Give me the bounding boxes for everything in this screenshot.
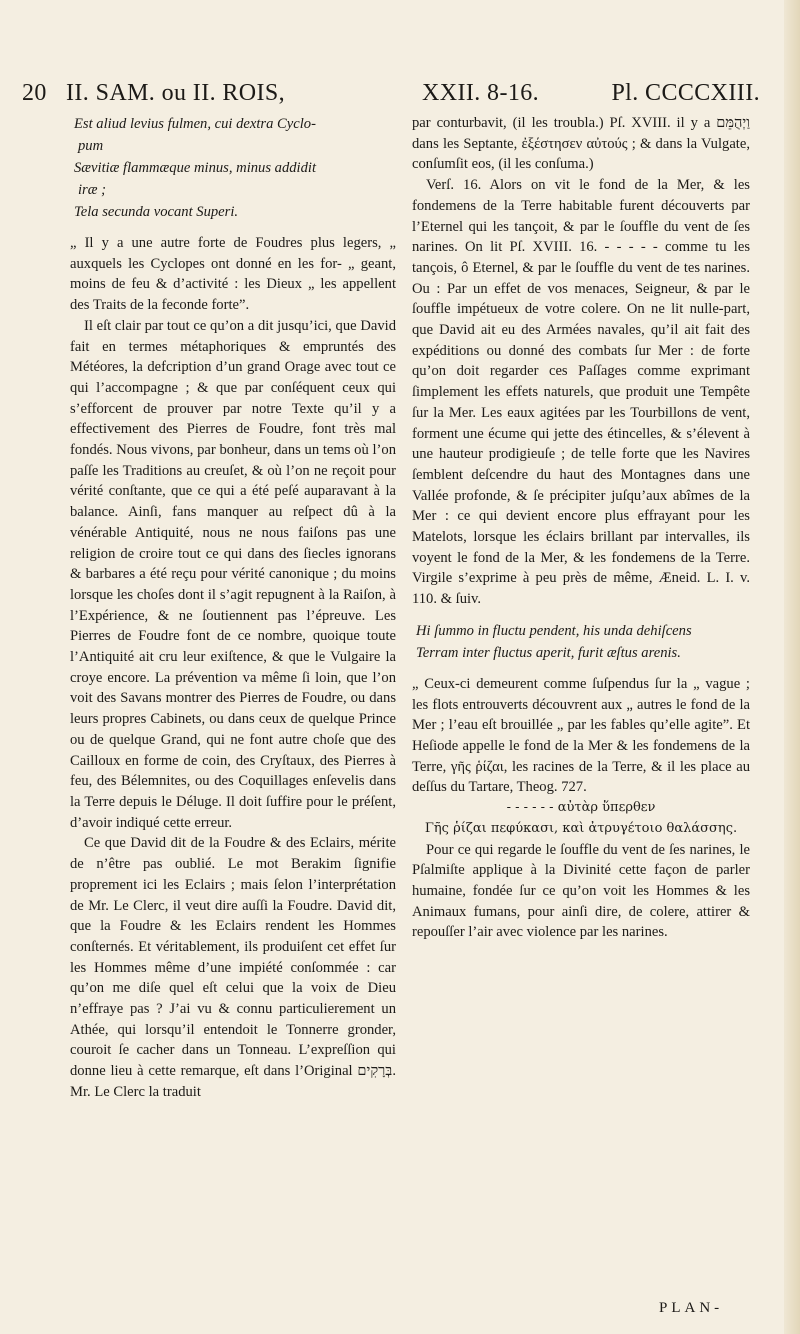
greek-quote-line: - - - - - - αὐτὰρ ὕπερθεν bbox=[506, 800, 656, 816]
plate-number: Pl. CCCCXIII. bbox=[611, 80, 760, 106]
page-edge bbox=[784, 0, 800, 1334]
translation-quote: „ Il y a une autre forte de Foudres plus legers, „ auxquels les Cyclopes ont donné en les for- „ geant, moins de feu & d’activité : les Dieux „ les appellent des Traits de la feconde forte”. bbox=[70, 235, 396, 314]
page-number: 20 bbox=[22, 80, 47, 106]
verse-line: Sævitiæ flammæque minus, minus addidit bbox=[74, 160, 317, 176]
verse-line: iræ ; bbox=[78, 182, 106, 198]
paragraph: Verſ. 16. Alors on vit le fond de la Mer, & les fondemens de la Terre habitable furent découverts par l’Eternel qui les tançoit, & par le ſouffle du vent de ſes narines. On lit Pſ. XVIII. 16. - - - - - comme tu les tançois, ô Eternel, & par le ſouffle du vent de tes narines. Ou : Par un effet de vos menaces, Seigneur, & par le ſouffle impétueux de votre colere. On ne lit nulle-part, que David ait eu des Armées navales, qu’il ait fait des expéditions ou donné des combats ſur Mer : de forte qu’on doit regarder ces Paſſages comme exprimant ſimplement les effets naturels, que produit une Tempête ſur la Mer. Les eaux agitées par les Tourbillons de vent, forment une écume qui jette des étincelles, & s’élevent à une hauteur prodigieuſe ; de telle forte que les Navires ſemblent deſcendre du haut des Montagnes dans une Vallée profonde, & ſe précipiter juſqu’aux abîmes de la Mer : ce qui devient encore plus effrayant pour les Matelots, lorsque les éclairs brillant par intervalles, ils voyent le fond de la Mer, & les fondemens de la Terre. Virgile s’exprime à peu près de même, Æneid. L. I. v. 110. & ſuiv. bbox=[412, 177, 750, 608]
running-header bbox=[22, 80, 760, 114]
verse-line: Hi ſummo in fluctu pendent, his unda dehiſcens bbox=[416, 622, 692, 639]
greek-quote-line: Γῆς ῥίζαι πεφύκασι, καὶ ἀτρυγέτοιο θαλάσσης. bbox=[424, 820, 738, 836]
catchword: PLAN- bbox=[659, 1300, 724, 1316]
verse-line: Est aliud levius fulmen, cui dextra Cyclo- bbox=[74, 116, 316, 132]
paragraph: Pour ce qui regarde le ſouffle du vent de ſes narines, le Pſalmiſte applique à la Divinité cette façon de parler humaine, fondée ſur ce qu’on voit les Hommes & les Animaux fumans, pour ainſi dire, de colere, attirer & repouſſer l’air avec violence par les narines. bbox=[412, 841, 750, 941]
paragraph: par conturbavit, (il les troubla.) Pſ. XVIII. il y a וַיְהֻמֵּם dans les Septante, ἐξέστησεν αὐτούς ; & dans la Vulgate, conſumſit eos, (il les conſuma.) bbox=[412, 115, 750, 173]
paragraph: Ce que David dit de la Foudre & des Eclairs, mérite de n’être pas oublié. Le mot Berakim ſignifie proprement ici les Eclairs ; mais ſelon l’interprétation de Mr. Le Clerc, il veut dire auſſi la Foudre. David dit, que la Foudre & les Eclairs rendent les Hommes conſternés. Et véritablement, ils produiſent cet effet ſur les Hommes même d’une impiété conſommée : car qu’on me diſe quel eſt celui que la voix de Dieu n’effraye pas ? J’ai vu & connu particulierement un Athée, qui lorsqu’il entendoit le Tonnerre gronder, couroit ſe cacher dans un Tonneau. L’expreſſion qui donne lieu à cette remarque, eſt dans l’Original בְּרָקִים. Mr. Le Clerc la traduit bbox=[70, 835, 396, 1100]
right-column bbox=[412, 113, 750, 943]
verse-line: Terram inter fluctus aperit, furit æſtus arenis. bbox=[416, 644, 681, 661]
left-column bbox=[70, 113, 396, 1103]
verse-line: Tela secunda vocant Superi. bbox=[74, 204, 239, 220]
latin-verse bbox=[412, 620, 750, 664]
translation-quote: „ Ceux-ci demeurent comme ſuſpendus ſur la „ vague ; les flots entrouverts découvrent aux „ autres le fond de la Mer ; l’eau eſt brouillée „ par les fables qu’elle agite”. Et Heſiode appelle le fond de la Mer & les fondemens de la Terre, γῆς ῥίζαι, les racines de la Terre, & il les place au deſſus du Tartare, Theog. 727. bbox=[412, 675, 750, 796]
verse-range: XXII. 8-16. bbox=[422, 80, 540, 106]
latin-verse bbox=[70, 113, 396, 223]
paragraph: Il eſt clair par tout ce qu’on a dit jusqu’ici, que David fait en termes métaphoriques & empruntés des Météores, la defcription d’un grand Orage avec tout ce qui l’accompagne ; & que par conſéquent ceux qui s’efforcent de prouver par notre Texte qu’il y a effectivement des Pierres de Foudre, font très mal fondés. Nous vivons, par bonheur, dans un tems où l’on paſſe les Traditions au creuſet, & où l’on ne reçoit pour vérité conſtante, que ce qui a été peſé auparavant à la balance. Ainſi, fans manquer au reſpect dû à la vénérable Antiquité, nous ne nous faiſons pas une religion de croire tout ce qui dans des ſiecles ignorans & barbares a été reçu pour vérité canonique ; du moins lorsque les choſes dont il s’agit repugnent à la Raiſon, à l’Expérience, & ne ſoutiennent pas l’épreuve. Les Pierres de Foudre font de ce nombre, quoique toute l’Antiquité ait cru leur exiſtence, & que le Vulgaire la croye encore. La prévention va même ſi loin, que l’on voit des Savans montrer des Pierres de Foudre, ou dans leurs propres Cabinets, ou dans ceux de quelque Prince ou de quelque Grand, qui ne font autre choſe que des Cailloux en forme de coin, des Cryſtaux, des Pierres à feu, des Bélemnites, ou des Coquillages enſevelis dans la Terre depuis le Déluge. Il doit ſuffire pour le préſent, d’avoir indiqué cette erreur. bbox=[70, 317, 396, 831]
book-title: II. SAM. ou II. ROIS, bbox=[66, 80, 286, 106]
verse-line: pum bbox=[78, 138, 104, 154]
